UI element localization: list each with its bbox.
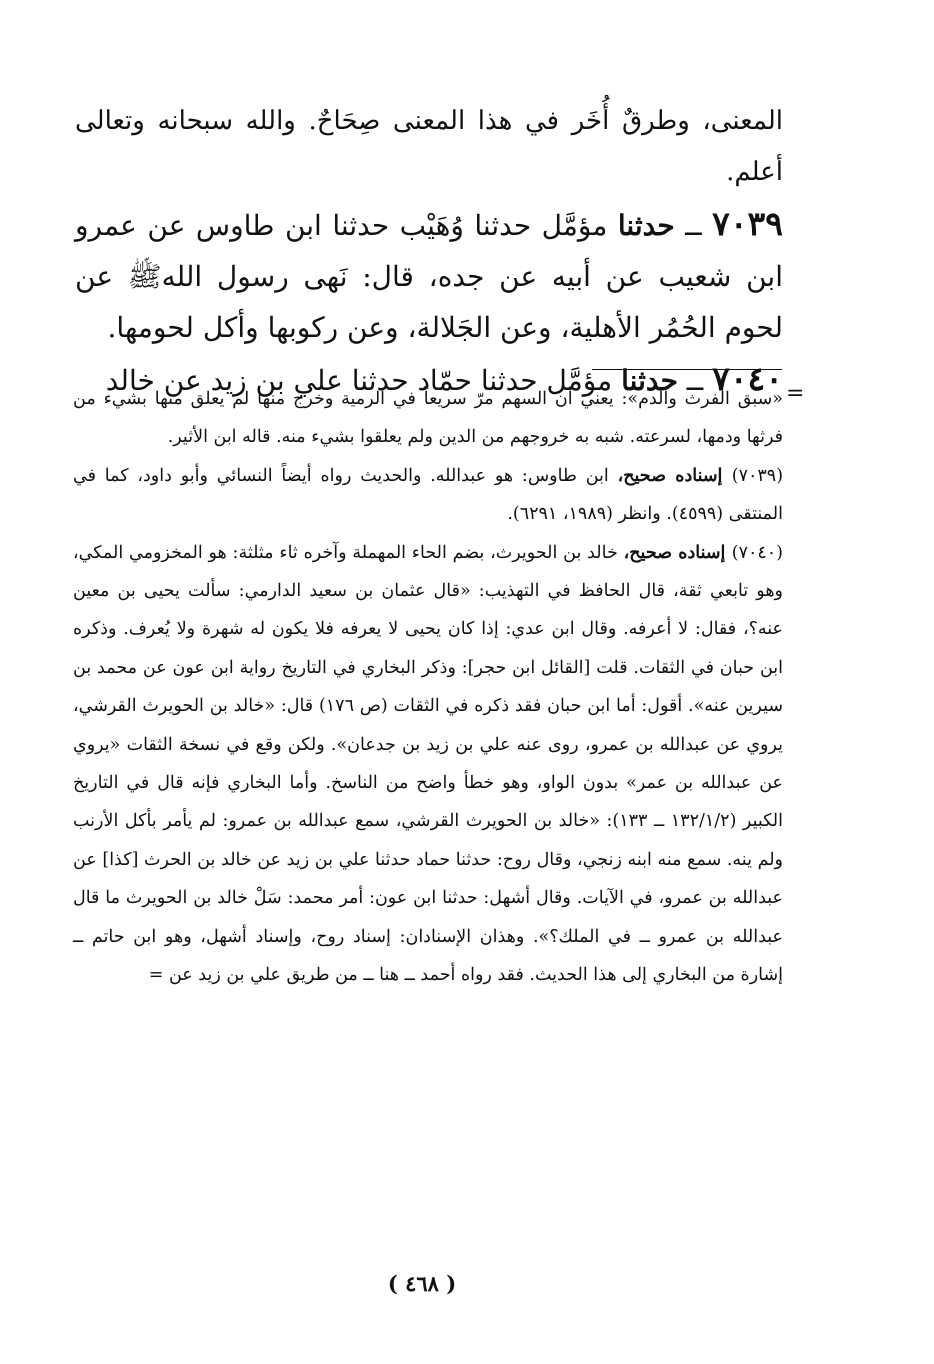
footnote-7040 bbox=[73, 534, 783, 995]
footnote-7039 bbox=[73, 457, 783, 534]
hadith-number: ٧٠٤٠ bbox=[712, 359, 783, 398]
hadith-dash: ــ bbox=[674, 209, 713, 242]
hadith-keyword: حدثنا bbox=[621, 364, 678, 397]
footnote-grade: إسناده صحيح، bbox=[617, 465, 732, 486]
hadith-keyword: حدثنا bbox=[617, 209, 675, 242]
footnotes bbox=[73, 380, 783, 995]
hadith-number: ٧٠٣٩ bbox=[712, 204, 783, 243]
footnote-text: ابن طاوس: هو عبدالله. والحديث رواه أيضاً النسائي وأبو داود، كما في المنتقى (٤٥٩٩). وانظر (١٩٨٩، ٦٢٩١). bbox=[73, 465, 783, 525]
footnote-text: خالد بن الحويرث، بضم الحاء المهملة وآخره ثاء مثلثة: هو المخزومي المكي، وهو تابعي ثقة، قال الحافظ في التهذيب: «قال عثمان بن سعيد الدارمي: سألت يحيى بن معين عنه؟، فقال: لا أعرفه. وقال ابن عدي: إذا كان يحيى لا يعرفه فلا يكون له شهرة ولا يُعرف. وذكره ابن حبان في الثقات. قلت [القائل ابن حجر]: وذكر البخاري في التاريخ رواية ابن عون عن محمد بن سيرين عنه». أقول: أما ابن حبان فقد ذكره في الثقات (ص ١٧٦) قال: «خالد بن الحويرث القرشي، يروي عن عبدالله بن عمرو، روى عنه علي بن زيد بن جدعان». ولكن وقع في نسخة الثقات «يروي عن عبدالله بن عمر» بدون الواو، وهو خطأ واضح من الناسخ. وأما البخاري فإنه قال في التاريخ الكبير (١٣٢/١/٢ ــ ١٣٣): «خالد بن الحويرث القرشي، سمع عبدالله بن عمرو: لم يأمر بأكل الأرنب ولم ينه. سمع منه ابنه زنجي، وقال روح: حدثنا حماد حدثنا علي بن زيد عن خالد بن الحرث [كذا] عن عبدالله بن عمرو، في الآيات. وقال أشهل: حدثنا ابن عون: أمر محمد: سَلْ خالد بن الحويرث ما قال عبدالله بن عمرو ــ في الملك؟». وهذان الإسنادان: إسناد روح، وإسناد أشهل، وهو ابن حاتم ــ إشارة من البخاري إلى هذا الحديث. فقد رواه أحمد ــ هنا ــ من طريق علي بن زيد عن = bbox=[73, 542, 784, 986]
main-text-line: المعنى، وطرقٌ أُخَر في هذا المعنى صِحَاحٌ. والله سبحانه وتعالى أعلم. bbox=[75, 106, 783, 187]
footnote-divider bbox=[592, 369, 782, 370]
footnote-number: (٧٠٤٠) bbox=[731, 542, 783, 563]
footnote-grade: إسناده صحيح، bbox=[623, 542, 732, 563]
hadith-7039 bbox=[75, 198, 783, 353]
page-number: ( ٤٦٨ ) bbox=[387, 1271, 457, 1296]
hadith-dash: ــ bbox=[677, 364, 713, 397]
hadith-text: مؤمَّل حدثنا وُهَيْب حدثنا ابن طاوس عن عمرو ابن شعيب عن أبيه عن جده، قال: نَهى رسول اللهﷺ عن لحوم الحُمُر الأهلية، وعن الجَلالة، وعن ركوبها وأكل لحومها. bbox=[75, 209, 783, 344]
footnote-continued: «سبق الفرث والدم»: يعني أن السهم مرّ سريعاً في الرمية وخرج منها لم يعلق منها بشيء من فرثها ودمها، لسرعته. شبه به خروجهم من الدين ولم يعلقوا بشيء منه. قاله ابن الأثير. bbox=[73, 389, 783, 448]
main-text bbox=[75, 96, 783, 406]
hadith-text: مؤمَّل حدثنا حمّاد حدثنا علي بن زيد عن خالد bbox=[105, 364, 622, 397]
continuation-mark: = bbox=[786, 381, 805, 406]
footnote-number: (٧٠٣٩) bbox=[731, 465, 784, 486]
